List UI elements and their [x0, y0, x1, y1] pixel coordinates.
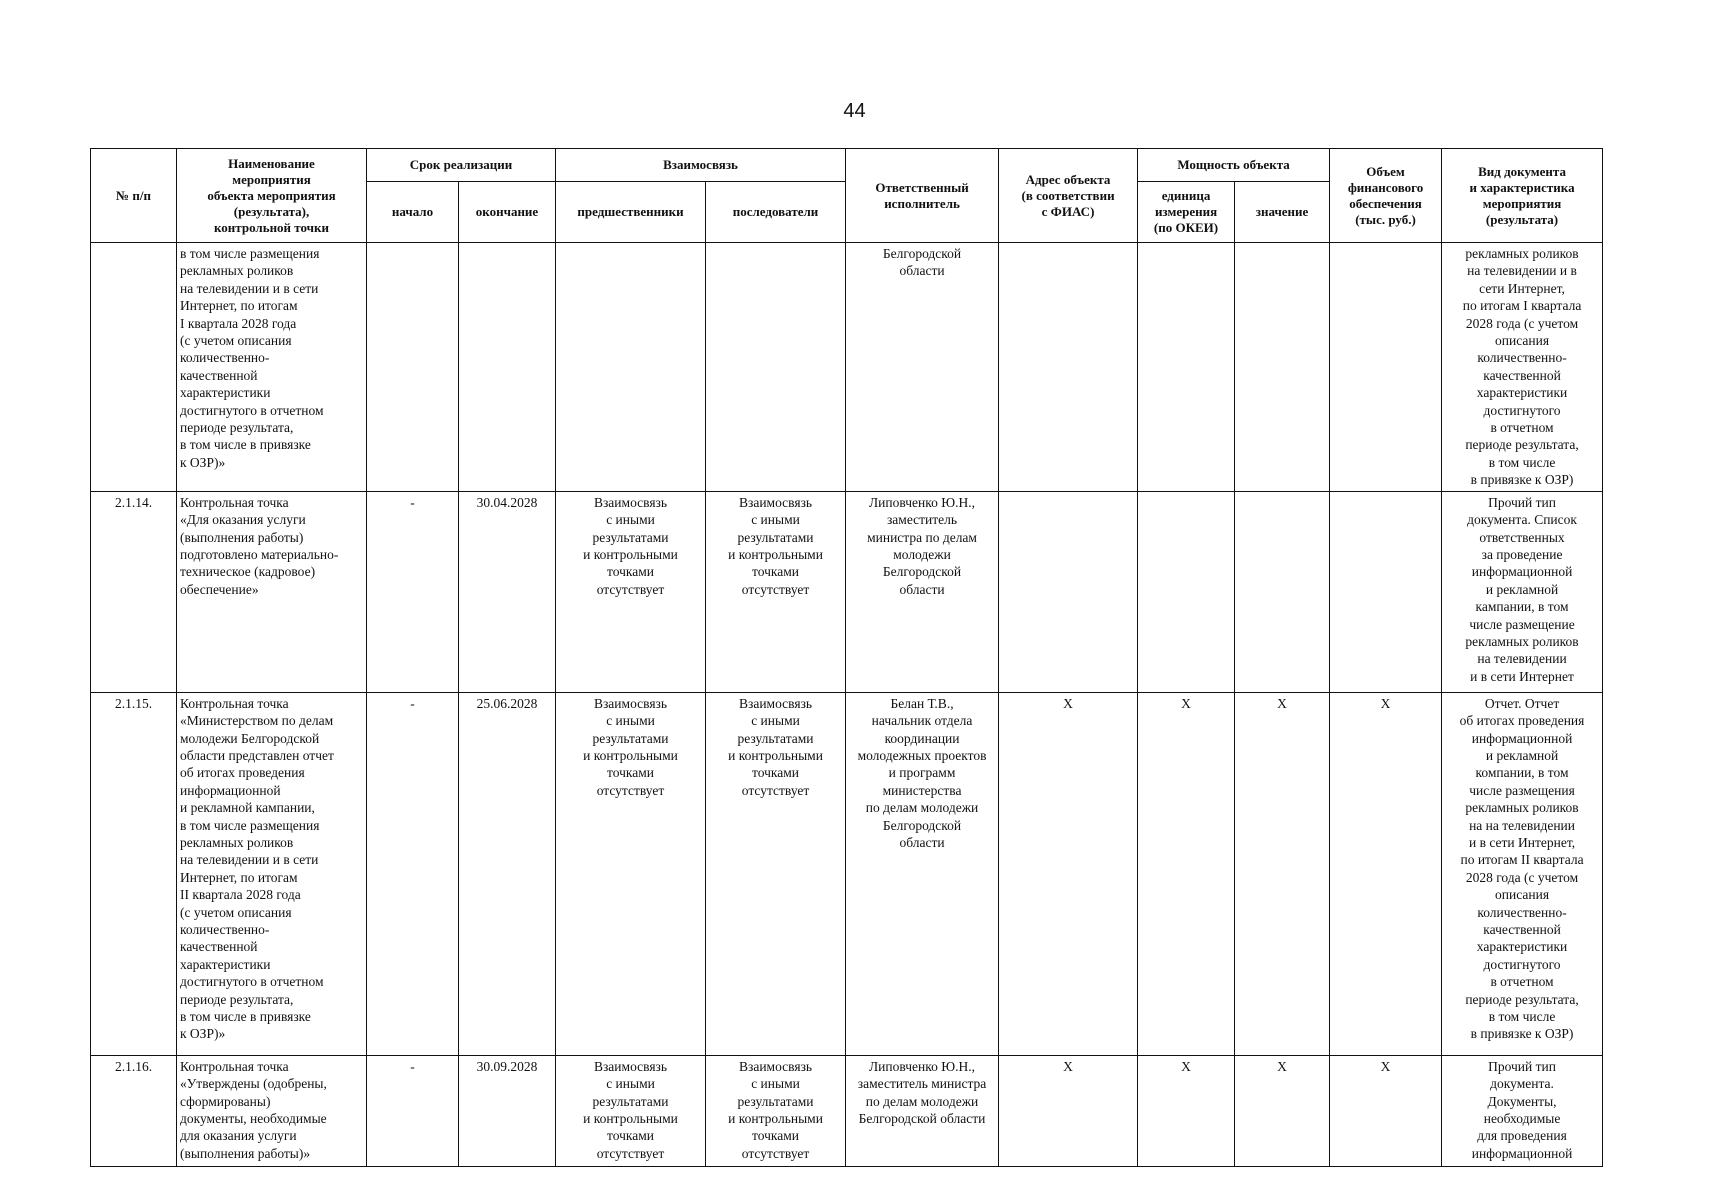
- cell-value: X: [1235, 1055, 1330, 1166]
- cell-finance: X: [1330, 1055, 1442, 1166]
- header-term-end: окончание: [459, 182, 556, 243]
- page-number: 44: [843, 100, 866, 122]
- cell-address: [999, 243, 1138, 492]
- cell-responsible: Липовченко Ю.Н., заместитель министра по делам молодежи Белгородской области: [846, 491, 999, 692]
- cell-name: Контрольная точка «Утверждены (одобрены, сформированы) документы, необходимые для оказания услуги (выполнения работы)»: [177, 1055, 367, 1166]
- cell-succ: Взаимосвязь с иными результатами и контрольными точками отсутствует: [706, 1055, 846, 1166]
- cell-responsible: Белан Т.В., начальник отдела координации молодежных проектов и программ министерства по делам молодежи Белгородской области: [846, 692, 999, 1055]
- header-term: Срок реализации: [367, 149, 556, 182]
- cell-pred: Взаимосвязь с иными результатами и контрольными точками отсутствует: [556, 1055, 706, 1166]
- cell-value: [1235, 243, 1330, 492]
- cell-name: Контрольная точка «Для оказания услуги (выполнения работы) подготовлено материально- техническое (кадровое) обеспечение»: [177, 491, 367, 692]
- cell-responsible: Липовченко Ю.Н., заместитель министра по делам молодежи Белгородской области: [846, 1055, 999, 1166]
- cell-address: X: [999, 692, 1138, 1055]
- header-link-pred: предшественники: [556, 182, 706, 243]
- header-term-start: начало: [367, 182, 459, 243]
- cell-responsible: Белгородской области: [846, 243, 999, 492]
- cell-start: -: [367, 491, 459, 692]
- cell-doc: Отчет. Отчет об итогах проведения информационной и рекламной компании, в том числе размещения рекламных роликов на на телевидении и в сети Интернет, по итогам II квартала 2028 года (с учетом описания количественно- качественной характеристики достигнутого в отчетном периоде результата, в том числе в привязке к ОЗР): [1442, 692, 1603, 1055]
- cell-unit: [1138, 491, 1235, 692]
- cell-succ: Взаимосвязь с иными результатами и контрольными точками отсутствует: [706, 491, 846, 692]
- header-finance: Объем финансового обеспечения (тыс. руб.): [1330, 149, 1442, 243]
- header-capacity-value: значение: [1235, 182, 1330, 243]
- header-capacity-unit: единица измерения (по ОКЕИ): [1138, 182, 1235, 243]
- cell-start: -: [367, 692, 459, 1055]
- cell-address: X: [999, 1055, 1138, 1166]
- cell-num: 2.1.15.: [91, 692, 177, 1055]
- cell-succ: [706, 243, 846, 492]
- cell-num: 2.1.16.: [91, 1055, 177, 1166]
- header-address: Адрес объекта (в соответствии с ФИАС): [999, 149, 1138, 243]
- cell-name: в том числе размещения рекламных роликов на телевидении и в сети Интернет, по итогам I квартала 2028 года (с учетом описания количественно- качественной характеристики достигнутого в отчетном периоде результата, в том числе в привязке к ОЗР)»: [177, 243, 367, 492]
- cell-end: [459, 243, 556, 492]
- cell-end: 30.09.2028: [459, 1055, 556, 1166]
- cell-doc: Прочий тип документа. Список ответственных за проведение информационной и рекламной кампании, в том числе размещение рекламных роликов на телевидении и в сети Интернет: [1442, 491, 1603, 692]
- table-row: [91, 1055, 1603, 1166]
- header-doc: Вид документа и характеристика мероприятия (результата): [1442, 149, 1603, 243]
- cell-start: [367, 243, 459, 492]
- cell-num: [91, 243, 177, 492]
- cell-succ: Взаимосвязь с иными результатами и контрольными точками отсутствует: [706, 692, 846, 1055]
- header-name: Наименование мероприятия объекта мероприятия (результата), контрольной точки: [177, 149, 367, 243]
- cell-num: 2.1.14.: [91, 491, 177, 692]
- cell-unit: X: [1138, 1055, 1235, 1166]
- measures-table: [90, 148, 1603, 1167]
- header-num: № п/п: [91, 149, 177, 243]
- cell-doc: Прочий тип документа. Документы, необходимые для проведения информационной: [1442, 1055, 1603, 1166]
- cell-unit: [1138, 243, 1235, 492]
- cell-end: 30.04.2028: [459, 491, 556, 692]
- cell-name: Контрольная точка «Министерством по делам молодежи Белгородской области представлен отчет об итогах проведения информационной и рекламной кампании, в том числе размещения рекламных роликов на телевидении и в сети Интернет, по итогам II квартала 2028 года (с учетом описания количественно- качественной характеристики достигнутого в отчетном периоде результата, в том числе в привязке к ОЗР)»: [177, 692, 367, 1055]
- cell-value: [1235, 491, 1330, 692]
- table-row: [91, 243, 1603, 492]
- cell-finance: X: [1330, 692, 1442, 1055]
- cell-start: -: [367, 1055, 459, 1166]
- table-row: [91, 491, 1603, 692]
- cell-unit: X: [1138, 692, 1235, 1055]
- cell-pred: Взаимосвязь с иными результатами и контрольными точками отсутствует: [556, 692, 706, 1055]
- header-capacity: Мощность объекта: [1138, 149, 1330, 182]
- cell-pred: Взаимосвязь с иными результатами и контрольными точками отсутствует: [556, 491, 706, 692]
- cell-pred: [556, 243, 706, 492]
- cell-finance: [1330, 491, 1442, 692]
- table-row: [91, 692, 1603, 1055]
- header-link: Взаимосвязь: [556, 149, 846, 182]
- cell-address: [999, 491, 1138, 692]
- header-responsible: Ответственный исполнитель: [846, 149, 999, 243]
- cell-doc: рекламных роликов на телевидении и в сети Интернет, по итогам I квартала 2028 года (с учетом описания количественно- качественной характеристики достигнутого в отчетном периоде результата, в том числе в привязке к ОЗР): [1442, 243, 1603, 492]
- header-link-succ: последователи: [706, 182, 846, 243]
- cell-end: 25.06.2028: [459, 692, 556, 1055]
- cell-finance: [1330, 243, 1442, 492]
- cell-value: X: [1235, 692, 1330, 1055]
